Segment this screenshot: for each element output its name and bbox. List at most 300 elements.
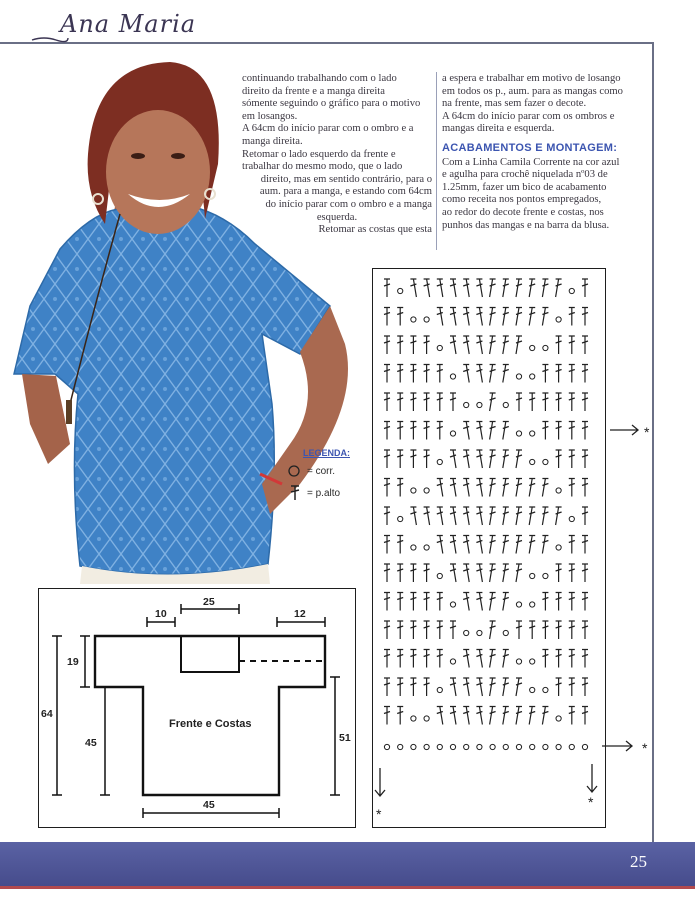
treble-stitch-symbol	[476, 308, 482, 326]
treble-stitch-symbol	[424, 593, 430, 611]
treble-stitch-symbol	[503, 678, 509, 696]
treble-stitch-symbol	[450, 536, 456, 554]
chain-stitch-symbol	[398, 516, 403, 521]
column-divider	[436, 72, 437, 250]
chain-stitch-symbol	[556, 488, 561, 493]
treble-stitch-symbol	[463, 707, 469, 725]
chain-stitch-symbol	[424, 317, 429, 322]
treble-stitch-symbol	[384, 564, 390, 582]
treble-stitch-symbol	[542, 650, 548, 668]
chain-stitch-symbol	[437, 459, 442, 464]
treble-stitch-symbol	[542, 308, 548, 326]
treble-stitch-symbol	[503, 707, 509, 725]
chain-stitch-symbol	[477, 402, 482, 407]
chain-stitch-symbol	[569, 288, 574, 293]
treble-stitch-symbol	[490, 507, 496, 525]
text-line: manga direita.	[242, 135, 303, 147]
chain-stitch-symbol	[530, 659, 535, 664]
treble-stitch-symbol	[582, 279, 588, 297]
treble-stitch-symbol	[397, 536, 403, 554]
treble-stitch-symbol	[490, 621, 496, 639]
treble-stitch-symbol	[529, 536, 535, 554]
chain-stitch-symbol	[530, 431, 535, 436]
treble-stitch-symbol	[463, 365, 469, 383]
treble-stitch-symbol	[463, 593, 469, 611]
chain-stitch-symbol	[543, 345, 548, 350]
treble-stitch-symbol	[410, 507, 416, 525]
treble-stitch-symbol	[397, 479, 403, 497]
treble-stitch-symbol	[410, 422, 416, 440]
text-line: Retomar as costas que esta	[318, 224, 432, 236]
text-line: ao redor do decote frente e costas, nos	[442, 206, 604, 218]
treble-stitch-symbol	[569, 479, 575, 497]
stitch-legend	[283, 448, 367, 510]
treble-stitch-symbol	[490, 678, 496, 696]
treble-stitch-symbol	[516, 678, 522, 696]
treble-stitch-symbol	[397, 336, 403, 354]
treble-stitch-symbol	[529, 279, 535, 297]
treble-stitch-symbol	[424, 621, 430, 639]
chain-stitch-symbol	[477, 630, 482, 635]
treble-stitch-symbol	[516, 707, 522, 725]
treble-stitch-symbol	[410, 650, 416, 668]
treble-stitch-symbol	[397, 650, 403, 668]
treble-stitch-symbol	[397, 308, 403, 326]
garment-schematic	[38, 588, 356, 828]
treble-stitch-symbol	[490, 479, 496, 497]
page-number: 25	[630, 852, 647, 871]
treble-stitch-symbol	[516, 479, 522, 497]
treble-stitch-symbol	[516, 536, 522, 554]
chain-stitch-symbol	[530, 459, 535, 464]
treble-stitch-symbol	[463, 507, 469, 525]
text-line: como receita nos pontos empregados,	[442, 194, 602, 206]
treble-stitch-symbol	[397, 707, 403, 725]
treble-stitch-symbol	[569, 621, 575, 639]
treble-stitch-symbol	[556, 365, 562, 383]
treble-stitch-symbol	[397, 422, 403, 440]
chain-stitch-symbol	[437, 573, 442, 578]
treble-stitch-symbol	[569, 365, 575, 383]
treble-stitch-symbol	[463, 678, 469, 696]
treble-stitch-symbol	[410, 593, 416, 611]
treble-stitch-symbol	[450, 507, 456, 525]
text-line: em losangos.	[242, 110, 298, 122]
treble-stitch-symbol	[569, 564, 575, 582]
treble-stitch-symbol	[397, 564, 403, 582]
treble-stitch-symbol	[556, 621, 562, 639]
treble-stitch-symbol	[569, 650, 575, 668]
treble-stitch-symbol	[503, 564, 509, 582]
treble-stitch-symbol	[582, 678, 588, 696]
treble-stitch-symbol	[582, 450, 588, 468]
chain-stitch-symbol	[516, 659, 521, 664]
treble-stitch-symbol	[503, 308, 509, 326]
chain-stitch-symbol	[543, 573, 548, 578]
chain-stitch-symbol	[556, 744, 561, 749]
treble-stitch-symbol	[542, 422, 548, 440]
treble-stitch-symbol	[476, 336, 482, 354]
treble-stitch-symbol	[463, 279, 469, 297]
chain-stitch-symbol	[450, 374, 455, 379]
text-line: aum. para a manga, e estando com 64cm	[259, 186, 432, 198]
treble-stitch-symbol	[384, 593, 390, 611]
treble-stitch-symbol	[569, 450, 575, 468]
treble-stitch-symbol	[384, 393, 390, 411]
treble-stitch-symbol	[516, 507, 522, 525]
chain-stitch-symbol	[569, 516, 574, 521]
treble-stitch-symbol	[463, 650, 469, 668]
treble-stitch-symbol	[397, 678, 403, 696]
treble-stitch-icon	[287, 484, 301, 502]
treble-stitch-symbol	[476, 422, 482, 440]
treble-stitch-symbol	[437, 593, 443, 611]
treble-stitch-symbol	[450, 308, 456, 326]
treble-stitch-symbol	[542, 621, 548, 639]
treble-stitch-symbol	[490, 336, 496, 354]
treble-stitch-symbol	[490, 593, 496, 611]
dim-right-body: 51	[339, 732, 351, 744]
treble-stitch-symbol	[516, 393, 522, 411]
legend-label-chain: = corr.	[307, 465, 336, 477]
chain-stitch-symbol	[503, 630, 508, 635]
treble-stitch-symbol	[582, 650, 588, 668]
chain-stitch-symbol	[384, 744, 389, 749]
dim-bottom: 45	[203, 799, 215, 811]
treble-stitch-symbol	[542, 279, 548, 297]
stitch-chart	[372, 268, 606, 828]
chain-stitch-symbol	[464, 402, 469, 407]
treble-stitch-symbol	[384, 621, 390, 639]
treble-stitch-symbol	[384, 507, 390, 525]
treble-stitch-symbol	[490, 365, 496, 383]
chain-stitch-symbol	[411, 744, 416, 749]
treble-stitch-symbol	[503, 507, 509, 525]
treble-stitch-symbol	[424, 365, 430, 383]
chain-stitch-symbol	[464, 744, 469, 749]
row-marker: *	[376, 806, 382, 822]
chain-stitch-symbol	[477, 744, 482, 749]
treble-stitch-symbol	[424, 422, 430, 440]
chain-stitch-symbol	[424, 488, 429, 493]
chain-stitch-symbol	[530, 687, 535, 692]
treble-stitch-symbol	[542, 393, 548, 411]
legend-title: LEGENDA:	[303, 448, 350, 458]
treble-stitch-symbol	[542, 707, 548, 725]
chain-stitch-symbol	[437, 687, 442, 692]
chain-stitch-symbol	[530, 345, 535, 350]
treble-stitch-symbol	[529, 308, 535, 326]
treble-stitch-symbol	[410, 365, 416, 383]
treble-stitch-symbol	[410, 621, 416, 639]
row-marker: *	[644, 424, 650, 440]
treble-stitch-symbol	[569, 393, 575, 411]
treble-stitch-symbol	[569, 308, 575, 326]
treble-stitch-symbol	[582, 621, 588, 639]
treble-stitch-symbol	[397, 365, 403, 383]
treble-stitch-symbol	[582, 593, 588, 611]
treble-stitch-symbol	[410, 564, 416, 582]
treble-stitch-symbol	[582, 422, 588, 440]
treble-stitch-symbol	[529, 393, 535, 411]
dim-left-total: 64	[41, 708, 53, 720]
treble-stitch-symbol	[556, 593, 562, 611]
treble-stitch-symbol	[490, 650, 496, 668]
treble-stitch-symbol	[384, 336, 390, 354]
chain-stitch-symbol	[569, 744, 574, 749]
text-line: do início parar com o ombro e a manga	[265, 198, 432, 210]
treble-stitch-symbol	[463, 479, 469, 497]
chain-stitch-symbol	[437, 744, 442, 749]
treble-stitch-symbol	[437, 308, 443, 326]
treble-stitch-symbol	[582, 393, 588, 411]
treble-stitch-symbol	[384, 650, 390, 668]
treble-stitch-symbol	[503, 279, 509, 297]
treble-stitch-symbol	[490, 536, 496, 554]
treble-stitch-symbol	[503, 650, 509, 668]
instructions-column-1	[242, 73, 432, 237]
text-line: mangas direita e esquerda.	[442, 123, 555, 135]
legend-item-treble	[287, 484, 340, 502]
treble-stitch-symbol	[503, 365, 509, 383]
treble-stitch-symbol	[463, 336, 469, 354]
treble-stitch-symbol	[450, 450, 456, 468]
treble-stitch-symbol	[476, 365, 482, 383]
treble-stitch-symbol	[424, 564, 430, 582]
treble-stitch-symbol	[542, 507, 548, 525]
treble-stitch-symbol	[569, 707, 575, 725]
treble-stitch-symbol	[437, 393, 443, 411]
treble-stitch-symbol	[410, 450, 416, 468]
treble-stitch-symbol	[463, 308, 469, 326]
dim-top-left: 10	[155, 608, 167, 620]
treble-stitch-symbol	[516, 621, 522, 639]
chain-stitch-symbol	[424, 744, 429, 749]
chain-stitch-symbol	[411, 545, 416, 550]
treble-stitch-symbol	[569, 336, 575, 354]
treble-stitch-symbol	[450, 564, 456, 582]
treble-stitch-symbol	[384, 279, 390, 297]
treble-stitch-symbol	[437, 507, 443, 525]
treble-stitch-symbol	[476, 707, 482, 725]
treble-stitch-symbol	[410, 393, 416, 411]
chain-stitch-symbol	[411, 317, 416, 322]
legend-label-treble: = p.alto	[307, 487, 341, 499]
treble-stitch-symbol	[476, 507, 482, 525]
chain-stitch-symbol	[516, 374, 521, 379]
text-line: A 64cm do início parar com os ombros e	[442, 110, 615, 122]
chain-stitch-symbol	[543, 687, 548, 692]
treble-stitch-symbol	[542, 593, 548, 611]
chain-stitch-symbol	[398, 288, 403, 293]
text-line: continuando trabalhando com o lado	[242, 73, 397, 84]
chain-stitch-symbol	[556, 545, 561, 550]
down-arrow-icon	[372, 766, 392, 806]
row-marker: *	[642, 740, 648, 756]
treble-stitch-symbol	[437, 279, 443, 297]
treble-stitch-symbol	[450, 678, 456, 696]
treble-stitch-symbol	[384, 479, 390, 497]
treble-stitch-symbol	[490, 308, 496, 326]
chain-stitch-symbol	[516, 602, 521, 607]
treble-stitch-symbol	[503, 450, 509, 468]
treble-stitch-symbol	[424, 650, 430, 668]
treble-stitch-symbol	[384, 422, 390, 440]
treble-stitch-symbol	[424, 507, 430, 525]
chain-stitch-symbol	[543, 459, 548, 464]
text-line: a espera e trabalhar em motivo de losango	[442, 73, 621, 84]
treble-stitch-symbol	[410, 279, 416, 297]
treble-stitch-symbol	[582, 707, 588, 725]
chain-stitch-symbol	[530, 374, 535, 379]
treble-stitch-symbol	[384, 365, 390, 383]
treble-stitch-symbol	[556, 279, 562, 297]
treble-stitch-symbol	[476, 593, 482, 611]
chain-stitch-symbol	[490, 744, 495, 749]
treble-stitch-symbol	[569, 593, 575, 611]
treble-stitch-symbol	[569, 422, 575, 440]
chain-stitch-symbol	[530, 602, 535, 607]
treble-stitch-symbol	[437, 422, 443, 440]
section-heading: ACABAMENTOS E MONTAGEM:	[442, 141, 618, 154]
treble-stitch-symbol	[437, 707, 443, 725]
chain-stitch-symbol	[556, 317, 561, 322]
text-line: e agulha para crochê niquelada nº03 de	[442, 169, 608, 181]
treble-stitch-symbol	[476, 279, 482, 297]
treble-stitch-symbol	[556, 450, 562, 468]
treble-stitch-symbol	[476, 479, 482, 497]
treble-stitch-symbol	[463, 450, 469, 468]
treble-stitch-symbol	[582, 365, 588, 383]
text-line: 1.25mm, fazer um bico de acabamento	[442, 181, 607, 193]
dim-left-sleeve: 19	[67, 656, 79, 668]
treble-stitch-symbol	[556, 650, 562, 668]
footer-bar	[0, 842, 695, 886]
treble-stitch-symbol	[437, 621, 443, 639]
down-arrow-icon	[584, 762, 604, 802]
treble-stitch-symbol	[476, 536, 482, 554]
treble-stitch-symbol	[476, 450, 482, 468]
treble-stitch-symbol	[397, 393, 403, 411]
dim-top-right: 12	[294, 608, 306, 620]
treble-stitch-symbol	[424, 336, 430, 354]
treble-stitch-symbol	[397, 593, 403, 611]
treble-stitch-symbol	[450, 479, 456, 497]
chain-stitch-symbol	[464, 630, 469, 635]
treble-stitch-symbol	[503, 479, 509, 497]
chain-stitch-symbol	[450, 744, 455, 749]
treble-stitch-symbol	[490, 393, 496, 411]
row-marker: *	[588, 794, 594, 810]
treble-stitch-symbol	[556, 507, 562, 525]
text-line: trabalhar do mesmo modo, que o lado	[242, 161, 403, 173]
treble-stitch-symbol	[542, 536, 548, 554]
treble-stitch-symbol	[516, 564, 522, 582]
treble-stitch-symbol	[397, 450, 403, 468]
text-line: direito, mas em sentido contrário, para o	[260, 173, 432, 185]
page-frame-right	[652, 42, 654, 850]
treble-stitch-symbol	[424, 279, 430, 297]
treble-stitch-symbol	[582, 564, 588, 582]
treble-stitch-symbol	[476, 650, 482, 668]
treble-stitch-symbol	[569, 678, 575, 696]
treble-stitch-symbol	[582, 479, 588, 497]
treble-stitch-symbol	[384, 707, 390, 725]
treble-stitch-symbol	[490, 422, 496, 440]
chain-stitch-symbol	[503, 744, 508, 749]
schematic-label: Frente e Costas	[169, 718, 252, 730]
treble-stitch-symbol	[556, 422, 562, 440]
treble-stitch-symbol	[410, 336, 416, 354]
treble-stitch-symbol	[463, 564, 469, 582]
treble-stitch-symbol	[450, 621, 456, 639]
chain-stitch-symbol	[424, 716, 429, 721]
chain-stitch-symbol	[411, 716, 416, 721]
schematic-drawing	[39, 589, 355, 827]
row-arrow-icon	[600, 420, 660, 440]
treble-stitch-symbol	[450, 279, 456, 297]
treble-stitch-symbol	[569, 536, 575, 554]
treble-stitch-symbol	[516, 308, 522, 326]
treble-stitch-symbol	[450, 393, 456, 411]
chain-stitch-icon	[287, 464, 301, 478]
footer-accent-line	[0, 886, 695, 889]
treble-stitch-symbol	[556, 678, 562, 696]
treble-stitch-symbol	[516, 450, 522, 468]
treble-stitch-symbol	[397, 621, 403, 639]
chain-stitch-symbol	[450, 431, 455, 436]
dim-top-neck: 25	[203, 596, 215, 608]
treble-stitch-symbol	[424, 393, 430, 411]
treble-stitch-symbol	[384, 450, 390, 468]
legend-item-chain	[287, 464, 335, 478]
treble-stitch-symbol	[516, 279, 522, 297]
treble-stitch-symbol	[463, 536, 469, 554]
chain-stitch-symbol	[516, 431, 521, 436]
treble-stitch-symbol	[556, 393, 562, 411]
chain-stitch-symbol	[424, 545, 429, 550]
treble-stitch-symbol	[437, 536, 443, 554]
treble-stitch-symbol	[582, 536, 588, 554]
treble-stitch-symbol	[410, 678, 416, 696]
treble-stitch-symbol	[516, 336, 522, 354]
chain-stitch-symbol	[437, 345, 442, 350]
treble-stitch-symbol	[450, 336, 456, 354]
treble-stitch-symbol	[490, 450, 496, 468]
dim-left-body: 45	[85, 737, 97, 749]
text-line: em todos os p., aum. para as mangas como	[442, 85, 623, 97]
treble-stitch-symbol	[490, 707, 496, 725]
treble-stitch-symbol	[556, 336, 562, 354]
stitch-chart-drawing	[373, 269, 605, 827]
chain-stitch-symbol	[530, 573, 535, 578]
treble-stitch-symbol	[503, 336, 509, 354]
chain-stitch-symbol	[503, 402, 508, 407]
instructions-column-2	[442, 73, 644, 232]
chain-stitch-symbol	[582, 744, 587, 749]
treble-stitch-symbol	[582, 507, 588, 525]
treble-stitch-symbol	[384, 536, 390, 554]
chain-stitch-symbol	[450, 659, 455, 664]
chain-stitch-symbol	[543, 744, 548, 749]
row-arrow-icon	[598, 736, 658, 756]
treble-stitch-symbol	[529, 707, 535, 725]
chain-stitch-symbol	[516, 744, 521, 749]
text-line: sómente seguindo o gráfico para o motivo	[242, 98, 421, 110]
treble-stitch-symbol	[503, 536, 509, 554]
treble-stitch-symbol	[450, 707, 456, 725]
treble-stitch-symbol	[542, 479, 548, 497]
